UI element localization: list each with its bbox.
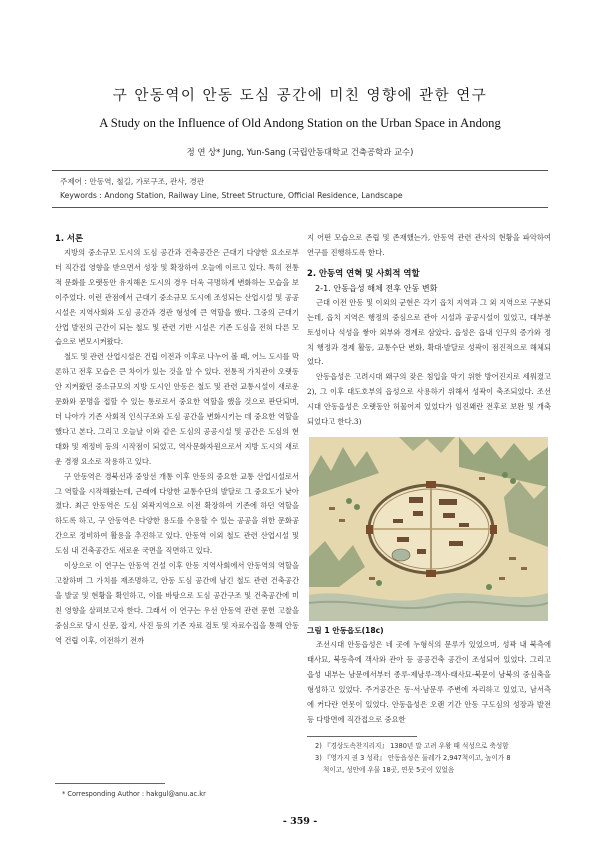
page-number: - 359 - [282, 816, 318, 827]
figure-1-caption: 그림 1 안동읍도(18c) [307, 625, 384, 635]
section-1-paragraph-1: 지방의 중소규모 도시의 도심 공간과 건축공간은 근대기 다양한 요소로부터 직간접 영향을 받으면서 성장 및 확장하여 오늘에 이르고 있다. 특히 전통적 문화를 오랫동안 유지해온 도시의 경우 더욱 극명하게 변화하는 모습을 보이주었다. 이런 관점에서 근대기 중소규모 도시에 조성되는 산업시설 및 공공시설은 지역사회와 도심 공간과 경관 형성에 큰 역할을 했다. 그중의 근대기 산업 발전의 근간이 되는 철도 및 관련 기반 시설은 기존 도심을 전혀 다른 모습으로 변모시켜왔다. [55, 248, 299, 347]
paper-title-english: A Study on the Influence of Old Andong Station on the Urban Space in Andong [99, 116, 501, 130]
left-column [55, 231, 299, 648]
paper-title-korean: 구 안동역이 안동 도심 공간에 미친 영향에 관한 연구 [112, 88, 488, 104]
section-1-continuation: 지 어떤 모습으로 존립 및 존재했는가, 안동역 관련 관사의 현황을 파악하여 연구를 진행하도록 한다. [307, 233, 551, 257]
section-1-paragraph-4: 이상으로 이 연구는 안동역 건설 이후 안동 지역사회에서 안동역의 역할을 고찰하며 그 가치를 재조명하고, 안동 도심 공간에 남긴 철도 관련 건축공간을 발굴 및 현황을 확인하고, 이를 바탕으로 도심 공간구조 및 건축공간에 미친 영향을 살펴보고자 한다. 그래서 이 연구는 우선 안동역 관련 문헌 고찰을 중심으로 당시 신문, 잡지, 사진 등의 기존 자료 검토 및 자료수집을 통해 안동역 건립 이후, 이전하기 전까 [55, 561, 299, 645]
keywords-korean: 주제어 : 안동역, 철길, 가로구조, 관사, 경관 [60, 177, 205, 186]
section-2-paragraph-2: 안동읍성은 고려시대 왜구의 잦은 침입을 막기 위한 방어진지로 세워졌고2), 그 이후 대도호부의 읍성으로 사용하기 위해서 성곽이 축조되었다. 조선시대 안동읍성은 오랫동안 허물어져 있었다가 임진왜란 전후로 보완 및 개축되었다고 한다.3) [307, 372, 551, 427]
footnote-rule-right [307, 736, 417, 737]
section-2-1-heading: 2-1. 안동읍성 해체 전후 안동 변화 [315, 282, 438, 293]
section-1-paragraph-2: 철도 및 관련 산업시설은 건립 이전과 이후로 나누어 볼 때, 어느 도시를 막론하고 전후 모습은 큰 차이가 있는 것을 알 수 있다. 전통적 가치관이 오랫동안 지켜왔던 중소규모의 지방 도시인 안동은 철도 및 관련 교통시설이 새로운 문화와 문명을 접할 수 있는 통로로서 중요한 역할을 했을 것으로 판단되며, 더 나아가 기존 사회적 인식구조와 도심 공간을 변화시키는 데 중요한 역할을 했다고 본다. 그리고 오늘날 이와 같은 도심의 공공시설 및 공간은 도심의 현대화 및 재정비 등의 시작점이 되었고, 역사문화자원으로서 지방 도시의 새로운 경쟁 요소로 작용하고 있다. [55, 352, 299, 466]
footnote-3-continuation: 척이고, 성안에 우물 18곳, 연못 5곳이 있었음 [323, 766, 455, 774]
footnote-2: 2) 『경상도속찬지리지』 1380년 말 고려 우왕 때 석성으로 축성함 [315, 742, 509, 750]
keywords-english: Keywords : Andong Station, Railway Line, Street Structure, Official Residence, Landscape [60, 191, 403, 200]
keywords-box [52, 170, 548, 208]
section-2-heading: 2. 안동역 연혁 및 사회적 역할 [307, 267, 420, 278]
author-line: 정 연 상* Jung, Yun-Sang (국립안동대학교 건축공학과 교수) [186, 147, 414, 157]
andong-eupdo-map-image [309, 437, 548, 621]
section-2-paragraph-1: 근대 이전 안동 및 이외의 군현은 각기 읍치 지역과 그 외 지역으로 구분되는데, 읍치 지역은 행정의 중심으로 관아 시설과 공공시설이 있었고, 대부분 토성이나 석성을 쌓아 외부와 경계로 삼았다. 읍성은 읍내 인구의 증가와 정치 행정과 경제 활동, 교통수단 변화, 확대·발달로 성곽이 점진적으로 해체되었다. [307, 297, 551, 367]
footnote-3: 3) 『영가지 권 3 성곽』 안동읍성은 둘레가 2,947척이고, 높이가 8 [315, 754, 511, 762]
right-column [307, 231, 551, 727]
corresponding-author-note: * Corresponding Author : hakgul@anu.ac.kr [62, 790, 206, 798]
section-1-heading: 1. 서론 [55, 233, 84, 243]
section-1-paragraph-3: 구 안동역은 경북선과 중앙선 개통 이후 안동의 중요한 교통 산업시설로서 그 역할을 시작해왔는데, 근래에 다양한 교통수단의 발달로 그 중요도가 낮아졌다. 최근 안동역은 도심 외곽지역으로 이전 확장하여 기존에 하던 역할을 하도록 하고, 구 안동역은 다양한 용도를 수용할 수 있는 공공을 위한 문화공간으로 정비하여 활용을 추진하고 있다. 안동역 이외 철도 관련 산업시설 및 도심 내 건축공간도 새로운 국면을 직면하고 있다. [55, 471, 299, 556]
footnote-rule-left [55, 783, 165, 784]
section-2-paragraph-3: 조선시대 안동읍성은 네 곳에 누형식의 문루가 있었으며, 성곽 내 북측에 태사묘, 북동측에 객사와 관아 등 공공건축 공간이 조성되어 있었다. 그리고 읍성 내부는 남문에서부터 종루-제남루-객사-태사묘-북문이 남북의 중심축을 형성하고 있었다. 주거공간은 동·서·남문루 주변에 자리하고 있었고, 남서측에 커다란 연못이 있었다. 안동읍성은 오랜 기간 안동 구도심의 성장과 발전 등 다방면에 직간접으로 중요한 [307, 639, 551, 724]
